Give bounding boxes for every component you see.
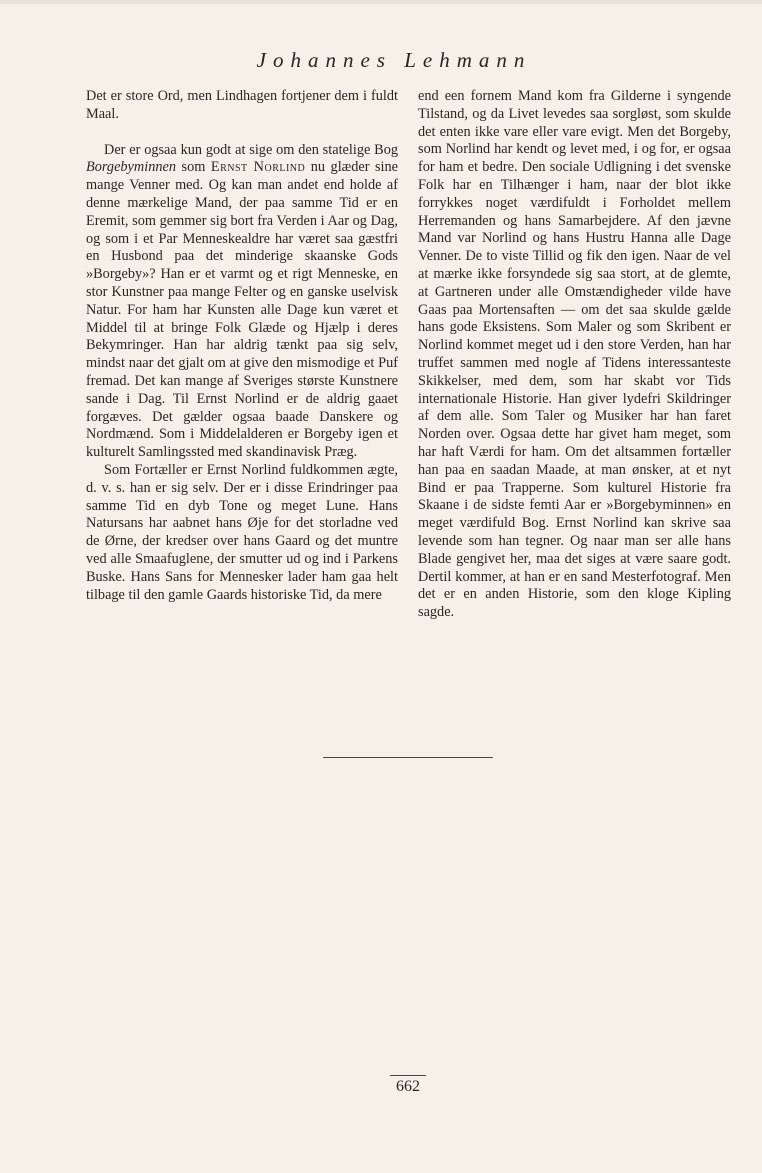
paragraph-text: som	[176, 159, 211, 176]
paragraph: end een fornem Mand kom fra Gilderne i syngende Tilstand, og da Livet levedes saa sorgløst, som skulde det enten ikke vare eller vare evigt. Men det Borgeby, som Norlind har kendt og levet med, i og for, er ogsaa for ham et bedre. Den sociale Udligning i det svenske Folk har en Tilhænger i ham, naar der blot ikke forrykkes noget værdifuldt i Forholdet mellem Herremanden og hans Samarbejdere. Af den jævne Mand var Norlind og hans Hustru Hanna alle Dage Venner. De to viste Tillid og fik den igen. Naar de vel at mærke ikke forsyndede sig saa stort, at de glemte, at Gartneren under alle Omstændigheder vilde have Gaas paa Mortensaften — om det saa skulde gælde hans gode Eksistens. Som Maler og som Skribent er Norlind kommet meget ud i den store Verden, han har truffet sammen med nogle af Tidens interessanteste Skikkelser, med dem, som har skabt vor Tids internationale Historie. Han giver lydefri Skildringer af dem alle. Som Taler og Musiker har han faret Norden over. Ogsaa dette har givet ham meget, som har haft Værdi for ham. Om det altsammen fortæller han paa en saadan Maade, at man ønsker, at et nyt Bind er paa Trapperne. Som kulturel Historie fra Skaane i de sidste femti Aar er »Borgebyminnen» en meget værdifuld Bog. Ernst Norlind kan skrive saa levende som han tegner. Og naar man ser alle hans Blade gengivet her, maa det siges at være saare godt. Dertil kommer, at han er en sand Mesterfotograf. Men det er en anden Historie, som den kloge Kipling sagde.	[418, 88, 731, 621]
paragraph: Som Fortæller er Ernst Norlind fuldkommen ægte, d. v. s. han er sig selv. Der er i disse Erindringer paa samme Tid en dyb Tone og meget Lune. Hans Natursans har aabnet hans Øje for det storladne ved de Ørne, der kredser over hans Gaard og det muntre ved alle Smaafuglene, der smutter ud og ind i Parkens Buske. Hans Sans for Mennesker lader ham gaa helt tilbage til den gamle Gaards historiske Tid, da mere	[86, 461, 398, 603]
paragraph-text: nu glæder sine mange Venner med. Og kan man andet end holde af denne mærkelige Mand, der paa samme Tid er en Eremit, som gemmer sig bort fra Verden i Aar og Dag, og som i et Par Menneskealdre har været saa gæstfri en Husbond paa det minderige skaanske Gods »Borgeby»? Han er et varmt og et rigt Menneske, en stor Kunstner paa mange Felter og en ganske uselvisk Natur. For ham har Kunsten alle Dage kun været et Middel til at bringe Folk Glæde og Hjælp i deres Bekymringer. Han har aldrig tænkt paa sig selv, mindst naar det gjalt om at give den mismodige et Puf fremad. Det kan mange af Sveriges største Kunstnere sande i Dag. Til Ernst Norlind er de aldrig gaaet forgæves. Det gælder ogsaa baade Danskere og Nordmænd. Som i Middelalderen er Borgeby igen et kulturelt Samlingssted med skandinavisk Præg.	[86, 159, 399, 461]
page-number-rule	[390, 1075, 426, 1076]
author-name: Ernst Norlind	[210, 159, 306, 176]
paragraph-text: Der er ogsaa kun godt at sige om den statelige Bog	[104, 141, 398, 158]
paragraph: Det er store Ord, men Lindhagen fortjener dem i fuldt Maal.	[86, 88, 398, 122]
left-column	[86, 88, 398, 604]
page-number: 662	[396, 1078, 420, 1095]
book-title: Borgebyminnen	[86, 159, 176, 176]
section-divider	[323, 757, 493, 758]
running-head: Johannes Lehmann	[256, 48, 532, 72]
paragraph	[86, 142, 398, 462]
right-column	[418, 88, 731, 622]
page-top-edge	[0, 0, 762, 4]
